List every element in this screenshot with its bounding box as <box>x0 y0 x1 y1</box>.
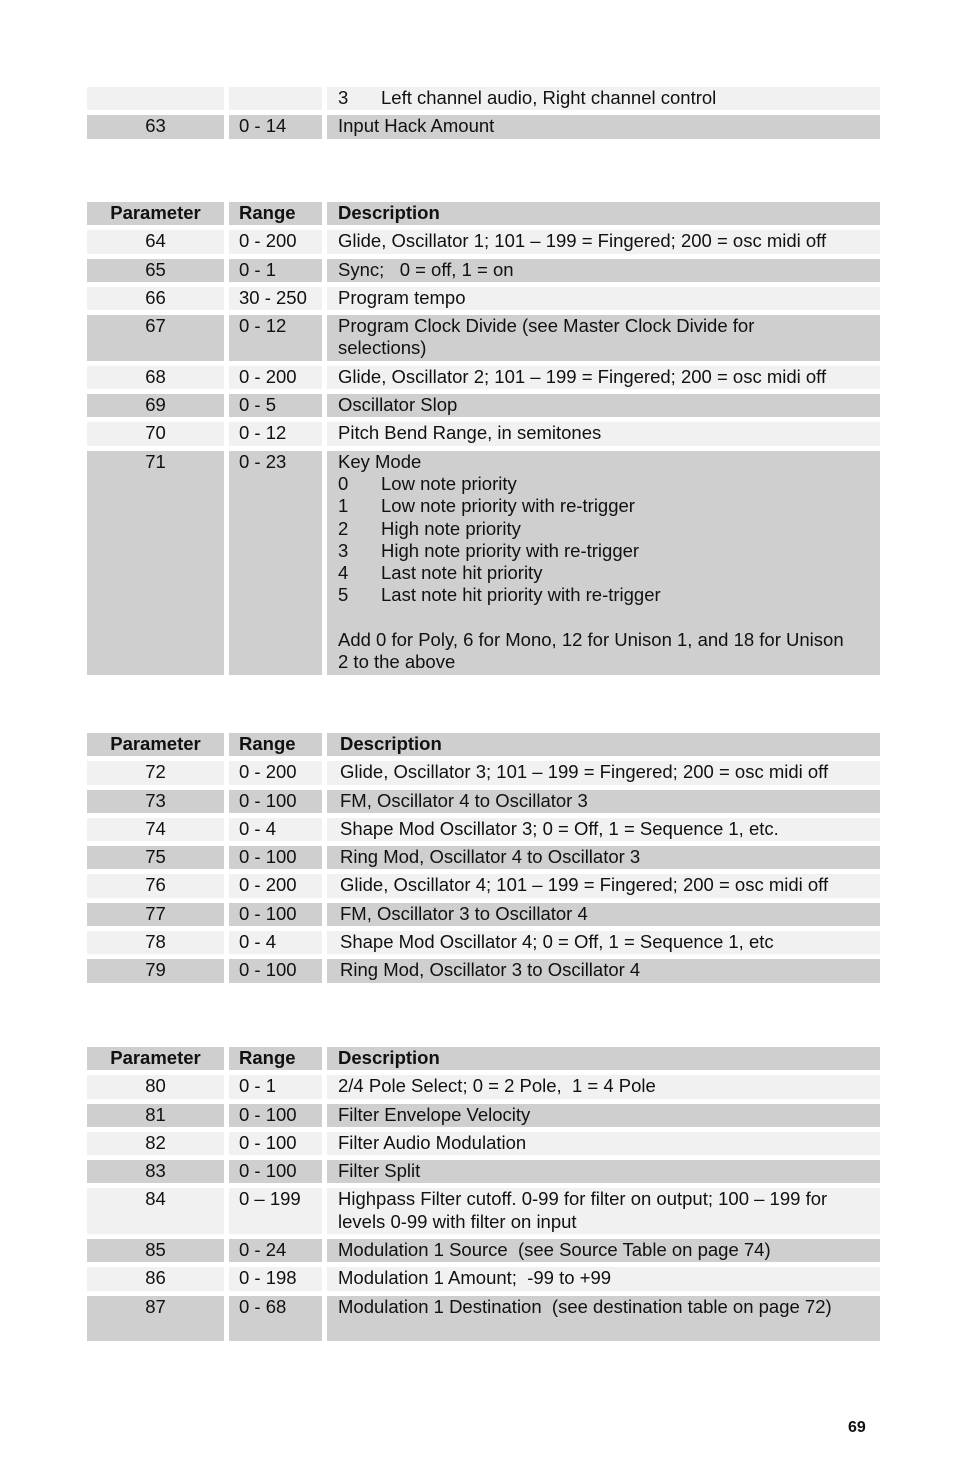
desc-line: Modulation 1 Destination (see destination table on page 72) <box>338 1295 832 1317</box>
range-cell: 0 - 200 <box>229 230 322 253</box>
parameter-table-3 <box>87 1047 880 1346</box>
range-cell: 0 - 100 <box>229 790 322 813</box>
desc-cell: Ring Mod, Oscillator 3 to Oscillator 4 <box>327 959 880 982</box>
range-cell: 0 - 12 <box>229 422 322 445</box>
list-text: Low note priority with re-trigger <box>381 495 635 517</box>
desc-cell <box>327 315 880 361</box>
range-cell: 0 - 100 <box>229 1160 322 1183</box>
param-cell: 85 <box>87 1239 224 1262</box>
param-cell: 68 <box>87 366 224 389</box>
param-cell: 82 <box>87 1132 224 1155</box>
desc-cell <box>327 1296 880 1342</box>
desc-cell: Filter Envelope Velocity <box>327 1104 880 1127</box>
table-row <box>87 394 880 417</box>
spacer <box>338 607 880 629</box>
header-range: Range <box>229 733 322 756</box>
table-row <box>87 959 880 982</box>
desc-cell: Program tempo <box>327 287 880 310</box>
range-cell: 0 - 23 <box>229 451 322 675</box>
list-number: 4 <box>338 562 349 584</box>
param-cell: 81 <box>87 1104 224 1127</box>
param-cell: 87 <box>87 1296 224 1342</box>
param-cell: 73 <box>87 790 224 813</box>
range-cell: 0 - 200 <box>229 366 322 389</box>
desc-cell: Ring Mod, Oscillator 4 to Oscillator 3 <box>327 846 880 869</box>
parameter-table-1 <box>87 202 880 680</box>
table-row <box>87 1160 880 1183</box>
range-cell: 0 - 200 <box>229 874 322 897</box>
table-row <box>87 818 880 841</box>
list-text: High note priority with re-trigger <box>381 539 640 561</box>
param-cell: 83 <box>87 1160 224 1183</box>
keymode-note: Add 0 for Poly, 6 for Mono, 12 for Unison 1, and 18 for Unison <box>338 629 844 651</box>
table-row <box>87 87 880 110</box>
param-cell: 77 <box>87 903 224 926</box>
range-cell: 30 - 250 <box>229 287 322 310</box>
param-cell: 72 <box>87 761 224 784</box>
range-cell: 0 - 12 <box>229 315 322 361</box>
list-item <box>338 540 880 562</box>
keymode-title: Key Mode <box>338 450 422 472</box>
parameter-table-2 <box>87 733 880 988</box>
table-row <box>87 846 880 869</box>
header-description: Description <box>327 1047 880 1070</box>
range-cell: 0 - 1 <box>229 259 322 282</box>
param-cell: 65 <box>87 259 224 282</box>
desc-cell: Oscillator Slop <box>327 394 880 417</box>
list-text: Low note priority <box>381 472 517 494</box>
param-cell: 84 <box>87 1188 224 1234</box>
desc-cell: Input Hack Amount <box>327 115 880 138</box>
table-row <box>87 1188 880 1234</box>
table-row <box>87 761 880 784</box>
list-number: 3 <box>338 539 349 561</box>
range-cell: 0 - 68 <box>229 1296 322 1342</box>
list-number: 3 <box>338 87 349 108</box>
header-parameter: Parameter <box>87 733 224 756</box>
desc-line: selections) <box>338 337 427 359</box>
desc-cell <box>327 451 880 675</box>
param-cell: 70 <box>87 422 224 445</box>
desc-cell: Pitch Bend Range, in semitones <box>327 422 880 445</box>
header-description: Description <box>327 202 880 225</box>
range-cell: 0 - 1 <box>229 1075 322 1098</box>
desc-cell: Modulation 1 Source (see Source Table on page 74) <box>327 1239 880 1262</box>
desc-cell: Glide, Oscillator 2; 101 – 199 = Fingered; 200 = osc midi off <box>327 366 880 389</box>
table-row <box>87 259 880 282</box>
page-number: 69 <box>848 1419 866 1436</box>
range-cell: 0 - 4 <box>229 818 322 841</box>
table-row <box>87 230 880 253</box>
desc-cell <box>327 1188 880 1234</box>
range-cell: 0 - 100 <box>229 903 322 926</box>
desc-line <box>338 1318 880 1340</box>
table-row <box>87 1296 880 1342</box>
range-cell: 0 - 4 <box>229 931 322 954</box>
range-cell: 0 – 199 <box>229 1188 322 1234</box>
list-number: 0 <box>338 472 349 494</box>
param-cell: 74 <box>87 818 224 841</box>
desc-line: levels 0-99 with filter on input <box>338 1210 577 1232</box>
header-range: Range <box>229 202 322 225</box>
table-row <box>87 422 880 445</box>
param-cell: 76 <box>87 874 224 897</box>
range-cell: 0 - 24 <box>229 1239 322 1262</box>
table-row <box>87 874 880 897</box>
param-cell: 79 <box>87 959 224 982</box>
keymode-note: 2 to the above <box>338 651 456 673</box>
desc-cell: 2/4 Pole Select; 0 = 2 Pole, 1 = 4 Pole <box>327 1075 880 1098</box>
param-cell: 63 <box>87 115 224 138</box>
param-cell: 80 <box>87 1075 224 1098</box>
desc-cell: Sync; 0 = off, 1 = on <box>327 259 880 282</box>
param-cell: 67 <box>87 315 224 361</box>
desc-cell: Glide, Oscillator 1; 101 – 199 = Fingered; 200 = osc midi off <box>327 230 880 253</box>
table-row <box>87 287 880 310</box>
desc-line: Program Clock Divide (see Master Clock Divide for <box>338 315 755 337</box>
list-item <box>338 495 880 517</box>
desc-cell: Glide, Oscillator 3; 101 – 199 = Fingered; 200 = osc midi off <box>327 761 880 784</box>
list-number: 2 <box>338 517 349 539</box>
header-description: Description <box>327 733 880 756</box>
header-range: Range <box>229 1047 322 1070</box>
header-parameter: Parameter <box>87 202 224 225</box>
range-cell: 0 - 100 <box>229 1132 322 1155</box>
range-cell: 0 - 100 <box>229 1104 322 1127</box>
table-row <box>87 315 880 361</box>
range-cell: 0 - 14 <box>229 115 322 138</box>
list-item <box>338 562 880 584</box>
table-row <box>87 1075 880 1098</box>
table-row <box>87 115 880 138</box>
list-item <box>338 473 880 495</box>
continuation-table <box>87 87 880 144</box>
table-header <box>87 202 880 225</box>
desc-cell: Shape Mod Oscillator 3; 0 = Off, 1 = Sequence 1, etc. <box>327 818 880 841</box>
desc-cell: Filter Split <box>327 1160 880 1183</box>
desc-cell <box>327 87 880 110</box>
table-row <box>87 1132 880 1155</box>
desc-cell: Modulation 1 Amount; -99 to +99 <box>327 1267 880 1290</box>
param-cell: 71 <box>87 451 224 675</box>
param-cell: 69 <box>87 394 224 417</box>
list-text: Last note hit priority <box>381 562 543 584</box>
list-number: 5 <box>338 584 349 606</box>
table-row <box>87 931 880 954</box>
range-cell: 0 - 100 <box>229 959 322 982</box>
table-row <box>87 1239 880 1262</box>
param-cell: 66 <box>87 287 224 310</box>
table-row <box>87 903 880 926</box>
table-row <box>87 1267 880 1290</box>
table-header <box>87 733 880 756</box>
param-cell: 75 <box>87 846 224 869</box>
param-cell: 64 <box>87 230 224 253</box>
list-item <box>338 518 880 540</box>
desc-line: Highpass Filter cutoff. 0-99 for filter on output; 100 – 199 for <box>338 1188 828 1210</box>
desc-cell: Glide, Oscillator 4; 101 – 199 = Fingered; 200 = osc midi off <box>327 874 880 897</box>
desc-cell: Shape Mod Oscillator 4; 0 = Off, 1 = Sequence 1, etc <box>327 931 880 954</box>
desc-cell: FM, Oscillator 4 to Oscillator 3 <box>327 790 880 813</box>
table-row <box>87 451 880 675</box>
list-number: 1 <box>338 495 349 517</box>
desc-cell: Filter Audio Modulation <box>327 1132 880 1155</box>
table-row <box>87 1104 880 1127</box>
range-cell: 0 - 5 <box>229 394 322 417</box>
range-cell: 0 - 100 <box>229 846 322 869</box>
range-cell: 0 - 200 <box>229 761 322 784</box>
param-cell: 78 <box>87 931 224 954</box>
param-cell <box>87 87 224 110</box>
list-text: High note priority <box>381 517 521 539</box>
list-text: Left channel audio, Right channel control <box>381 87 717 108</box>
table-row <box>87 790 880 813</box>
header-parameter: Parameter <box>87 1047 224 1070</box>
list-text: Last note hit priority with re-trigger <box>381 584 661 606</box>
desc-cell: FM, Oscillator 3 to Oscillator 4 <box>327 903 880 926</box>
table-row <box>87 366 880 389</box>
list-item <box>338 584 880 606</box>
table-header <box>87 1047 880 1070</box>
range-cell: 0 - 198 <box>229 1267 322 1290</box>
range-cell <box>229 87 322 110</box>
param-cell: 86 <box>87 1267 224 1290</box>
